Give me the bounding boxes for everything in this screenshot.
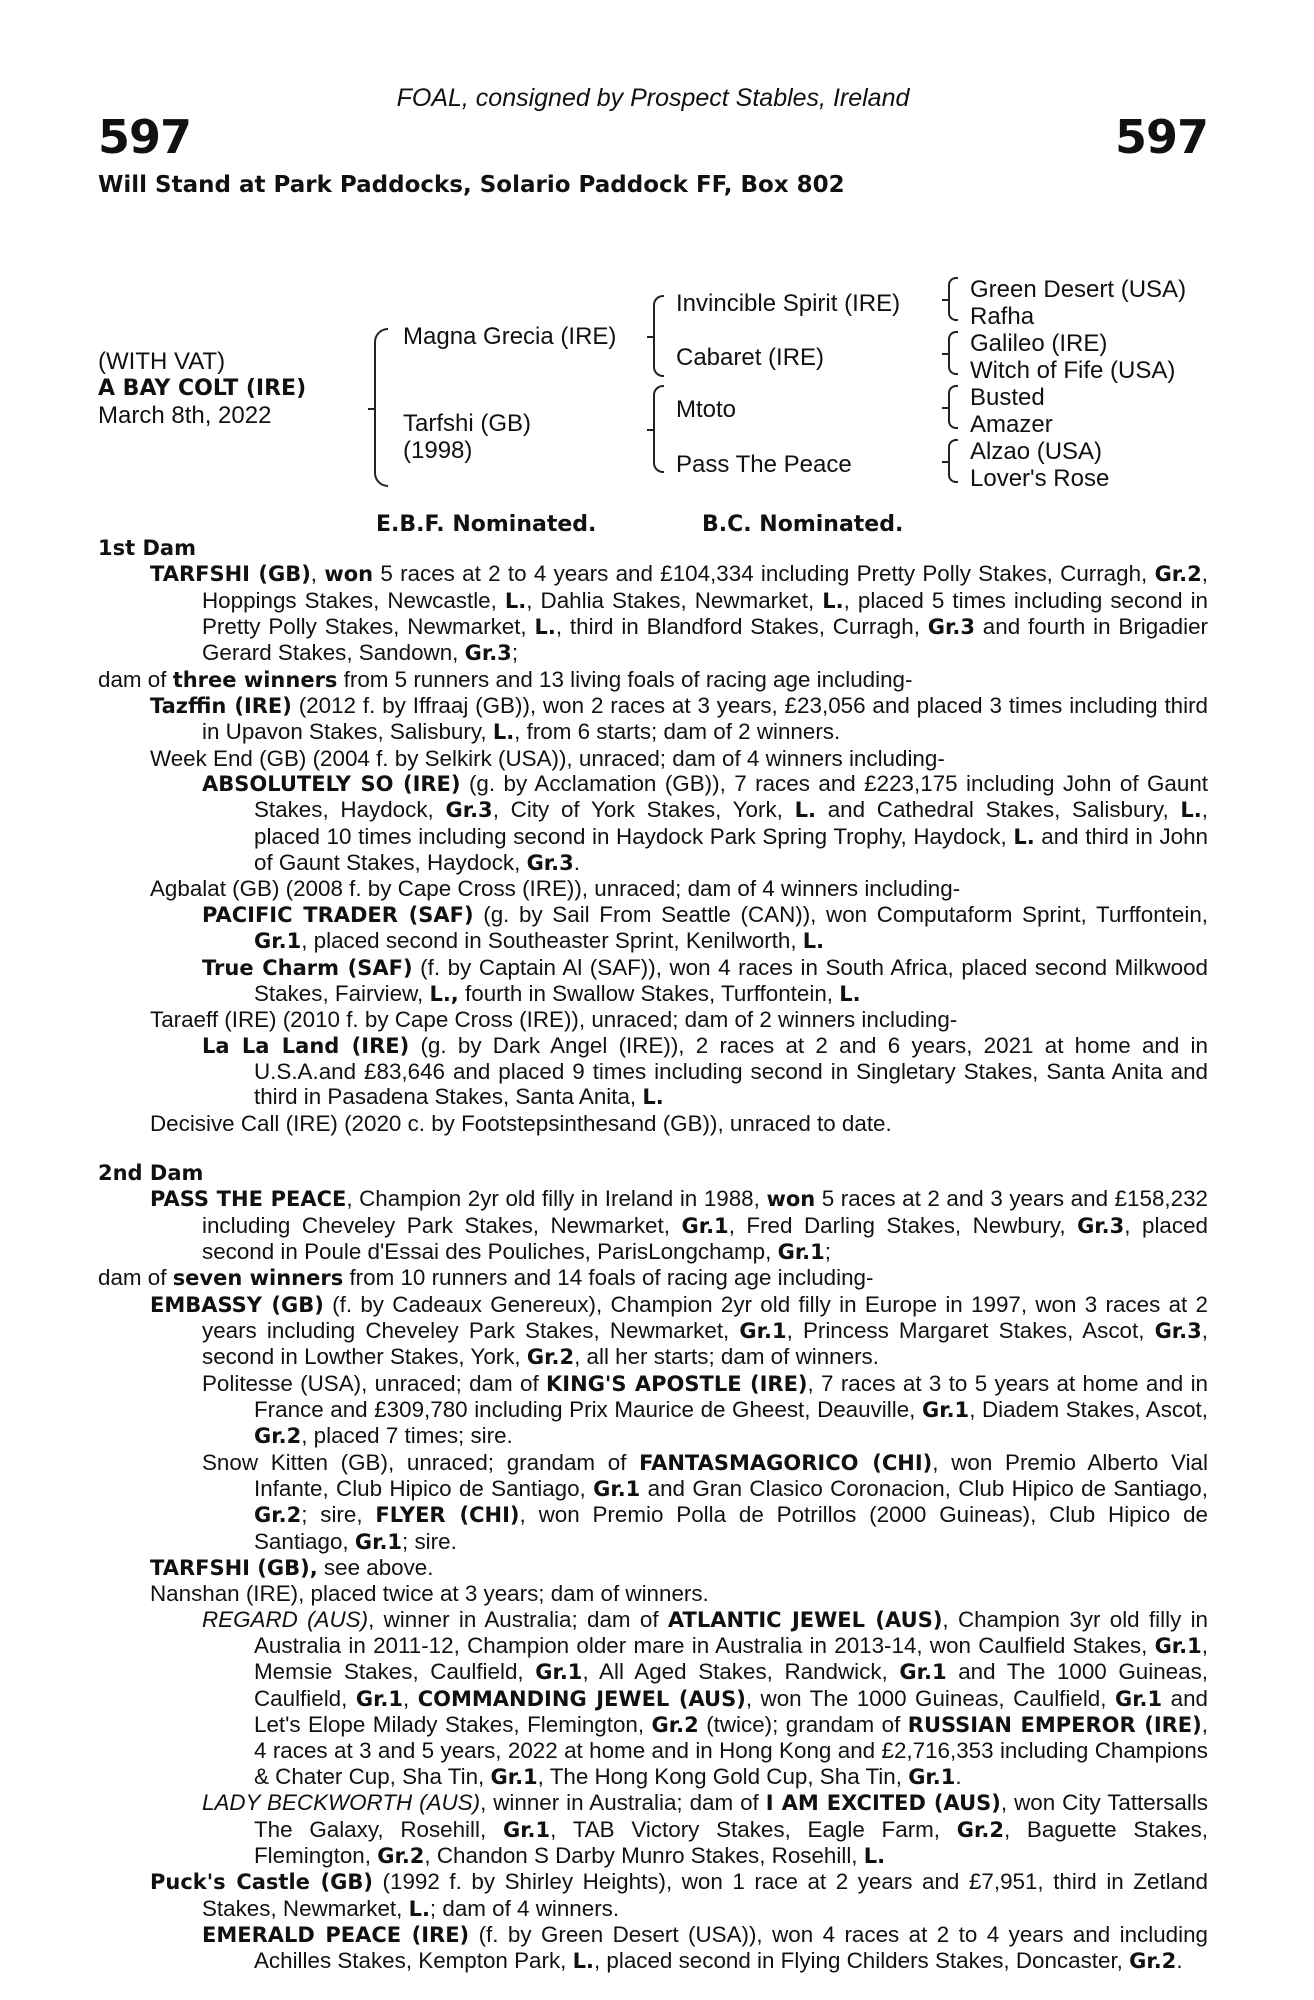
gen3-green-desert: Green Desert (USA): [970, 276, 1187, 303]
second-dam-name: PASS THE PEACE: [150, 1187, 347, 1212]
second-dam-heading: 2nd Dam: [98, 1160, 204, 1185]
horse-atlantic-jewel: ATLANTIC JEWEL (AUS): [667, 1607, 943, 1632]
produce-snow-kitten: Snow Kitten (GB), unraced; grandam of FANTASMAGORICO (CHI), won Premio Alberto Vial Infante, Club Hipico de Santiago, Gr.1 and Gran Clasico Coronacion, Club Hipico de Santiago, Gr.2; sire, FLYER (CHI), won Premio Polla de Potrillos (2000 Guineas), Club Hipico de Santiago, Gr.1; sire.: [202, 1449, 1208, 1554]
horse-pacific-trader: PACIFIC TRADER (SAF): [202, 902, 474, 927]
bracket-gen3-4: [948, 439, 958, 483]
gen3-galileo: Galileo (IRE): [970, 330, 1108, 357]
subject-name: A BAY COLT (IRE): [98, 376, 307, 401]
produce-agbalat: Agbalat (GB) (2008 f. by Cape Cross (IRE)), unraced; dam of 4 winners including-: [150, 876, 961, 902]
lot-number-right: 597: [1114, 110, 1208, 164]
horse-embassy: EMBASSY (GB): [150, 1292, 324, 1317]
dam-year: (1998): [403, 437, 473, 464]
horse-emerald-peace: EMERALD PEACE (IRE): [202, 1922, 470, 1947]
pedigree-chart: [98, 276, 1208, 500]
produce-politesse: Politesse (USA), unraced; dam of KING'S APOSTLE (IRE), 7 races at 3 to 5 years at home and in France and £309,780 including Prix Maurice de Gheest, Deauville, Gr.1, Diadem Stakes, Ascot, Gr.2, placed 7 times; sire.: [202, 1370, 1208, 1449]
produce-emerald-peace: EMERALD PEACE (IRE) (f. by Green Desert (USA)), won 4 races at 2 to 4 years and including Achilles Stakes, Kempton Park, L., placed second in Flying Childers Stakes, Doncaster, Gr.2.: [202, 1921, 1208, 1974]
lot-number-left: 597: [98, 110, 192, 164]
bracket-subject: [374, 328, 388, 487]
lot-header: [98, 80, 1208, 164]
dam-produce-record: [98, 536, 1208, 1975]
produce-regard: REGARD (AUS), winner in Australia; dam of ATLANTIC JEWEL (AUS), Champion 3yr old filly in Australia in 2011-12, Champion older mare in Australia in 2013-14, won Caulfield Stakes, Gr.1, Memsie Stakes, Caulfield, Gr.1, All Aged Stakes, Randwick, Gr.1 and The 1000 Guineas, Caulfield, Gr.1, COMMANDING JEWEL (AUS), won The 1000 Guineas, Caulfield, Gr.1 and Let's Elope Milady Stakes, Flemington, Gr.2 (twice); grandam of RUSSIAN EMPEROR (IRE), 4 races at 3 and 5 years, 2022 at home and in Hong Kong and £2,716,353 including Champions & Chater Cup, Sha Tin, Gr.1, The Hong Kong Gold Cup, Sha Tin, Gr.1.: [202, 1606, 1209, 1789]
produce-tarfshi: TARFSHI (GB), see above.: [150, 1555, 434, 1581]
bc-nomination: B.C. Nominated.: [702, 512, 904, 537]
horse-absolutely-so: ABSOLUTELY SO (IRE): [202, 772, 461, 797]
sire-sire: Invincible Spirit (IRE): [676, 290, 901, 317]
gen3-lovers-rose: Lover's Rose: [970, 465, 1110, 492]
bracket-sire: [653, 295, 664, 377]
produce-la-la-land: La La Land (IRE) (g. by Dark Angel (IRE)), 2 races at 2 and 6 years, 2021 at home and in U.S.A.and £83,646 and placed 9 times including second in Singletary Stakes, Santa Anita and third in Pasadena Stakes, Santa Anita, L.: [202, 1032, 1208, 1110]
horse-pucks-castle: Puck's Castle (GB): [150, 1870, 373, 1895]
second-dam-produce-summary: dam of seven winners from 10 runners and 14 foals of racing age including-: [98, 1265, 874, 1291]
bracket-gen3-3: [948, 385, 958, 429]
produce-decisive-call: Decisive Call (IRE) (2020 c. by Footstepsinthesand (GB)), unraced to date.: [150, 1110, 892, 1136]
consignment-line: FOAL, consigned by Prospect Stables, Ireland: [396, 84, 910, 112]
produce-week-end: Week End (GB) (2004 f. by Selkirk (USA)), unraced; dam of 4 winners including-: [150, 745, 945, 771]
first-dam-summary: TARFSHI (GB), won 5 races at 2 to 4 years and £104,334 including Pretty Polly Stakes, Curragh, Gr.2, Hoppings Stakes, Newcastle, L., Dahlia Stakes, Newmarket, L., placed 5 times including second in Pretty Polly Stakes, Newmarket, L., third in Blandford Stakes, Curragh, Gr.3 and fourth in Brigadier Gerard Stakes, Sandown, Gr.3;: [150, 561, 1209, 666]
vat-note: (WITH VAT): [98, 348, 226, 375]
horse-commanding-jewel: COMMANDING JEWEL (AUS): [417, 1686, 746, 1711]
second-dam-summary: PASS THE PEACE, Champion 2yr old filly in Ireland in 1988, won 5 races at 2 and 3 years and £158,232 including Cheveley Park Stakes, Newmarket, Gr.1, Fred Darling Stakes, Newbury, Gr.3, placed second in Poule d'Essai des Pouliches, ParisLongchamp, Gr.1;: [150, 1186, 1208, 1264]
dam-sire: Mtoto: [676, 396, 737, 423]
gen3-witch-of-fife: Witch of Fife (USA): [970, 357, 1176, 384]
horse-regard: REGARD (AUS): [202, 1606, 369, 1632]
first-dam-name: TARFSHI (GB): [150, 562, 311, 587]
horse-fantasmagorico: FANTASMAGORICO (CHI): [639, 1450, 933, 1475]
bracket-gen3-2: [948, 331, 958, 375]
produce-pacific-trader: PACIFIC TRADER (SAF) (g. by Sail From Seattle (CAN)), won Computaform Sprint, Turffontein, Gr.1, placed second in Southeaster Sprint, Kenilworth, L.: [202, 901, 1208, 954]
bracket-gen3-1: [948, 277, 958, 321]
catalogue-page: [98, 80, 1209, 1974]
first-dam-produce-summary: dam of three winners from 5 runners and 13 living foals of racing age including-: [98, 666, 913, 692]
sire-dam: Cabaret (IRE): [676, 344, 825, 371]
horse-flyer: FLYER (CHI): [375, 1503, 520, 1528]
first-dam-heading: 1st Dam: [98, 536, 196, 560]
produce-pucks-castle: Puck's Castle (GB) (1992 f. by Shirley Heights), won 1 race at 2 years and £7,951, third in Zetland Stakes, Newmarket, L.; dam of 4 winners.: [150, 1869, 1208, 1921]
gen3-rafha: Rafha: [970, 303, 1035, 330]
dam-name: Tarfshi (GB): [403, 410, 532, 437]
produce-tazffin: Tazffin (IRE) (2012 f. by Iffraaj (GB)), won 2 races at 3 years, £23,056 and placed 3 times including third in Upavon Stakes, Salisbury, L., from 6 starts; dam of 2 winners.: [150, 693, 1209, 745]
ebf-nomination: E.B.F. Nominated.: [376, 512, 597, 537]
horse-kings-apostle: KING'S APOSTLE (IRE): [546, 1371, 808, 1396]
produce-absolutely-so: ABSOLUTELY SO (IRE) (g. by Acclamation (GB)), 7 races and £223,175 including John of Gaunt Stakes, Haydock, Gr.3, City of York Stakes, York, L. and Cathedral Stakes, Salisbury, L., placed 10 times including second in Haydock Park Spring Trophy, Haydock, L. and third in John of Gaunt Stakes, Haydock, Gr.3.: [202, 771, 1209, 876]
gen3-amazer: Amazer: [970, 411, 1053, 438]
horse-tazffin: Tazffin (IRE): [150, 694, 292, 719]
horse-russian-emperor: RUSSIAN EMPEROR (IRE): [907, 1713, 1202, 1738]
gen3-alzao: Alzao (USA): [970, 438, 1103, 465]
produce-true-charm: True Charm (SAF) (f. by Captain Al (SAF)), won 4 races in South Africa, placed second Milkwood Stakes, Fairview, L., fourth in Swallow Stakes, Turffontein, L.: [202, 954, 1208, 1006]
gen3-busted: Busted: [970, 384, 1045, 411]
produce-taraeff: Taraeff (IRE) (2010 f. by Cape Cross (IRE)), unraced; dam of 2 winners including-: [150, 1007, 958, 1033]
horse-tarfshi: TARFSHI (GB),: [150, 1556, 318, 1581]
foaling-date: March 8th, 2022: [98, 402, 272, 429]
horse-i-am-excited: I AM EXCITED (AUS): [765, 1791, 1001, 1816]
horse-true-charm: True Charm (SAF): [202, 955, 413, 980]
horse-lady-beckworth: LADY BECKWORTH (AUS): [202, 1790, 481, 1816]
produce-lady-beckworth: LADY BECKWORTH (AUS), winner in Australia; dam of I AM EXCITED (AUS), won City Tattersalls The Galaxy, Rosehill, Gr.1, TAB Victory Stakes, Eagle Farm, Gr.2, Baguette Stakes, Flemington, Gr.2, Chandon S Darby Munro Stakes, Rosehill, L.: [202, 1790, 1208, 1868]
stabling-location: Will Stand at Park Paddocks, Solario Paddock FF, Box 802: [98, 172, 845, 198]
produce-embassy: EMBASSY (GB) (f. by Cadeaux Genereux), Champion 2yr old filly in Europe in 1997, won 3 races at 2 years including Cheveley Park Stakes, Newmarket, Gr.1, Princess Margaret Stakes, Ascot, Gr.3, second in Lowther Stakes, York, Gr.2, all her starts; dam of winners.: [150, 1291, 1208, 1370]
dam-dam: Pass The Peace: [676, 451, 852, 478]
produce-nanshan: Nanshan (IRE), placed twice at 3 years; dam of winners.: [150, 1581, 709, 1607]
bracket-dam: [653, 385, 664, 473]
sire-name: Magna Grecia (IRE): [403, 323, 617, 350]
horse-la-la-land: La La Land (IRE): [202, 1033, 410, 1058]
